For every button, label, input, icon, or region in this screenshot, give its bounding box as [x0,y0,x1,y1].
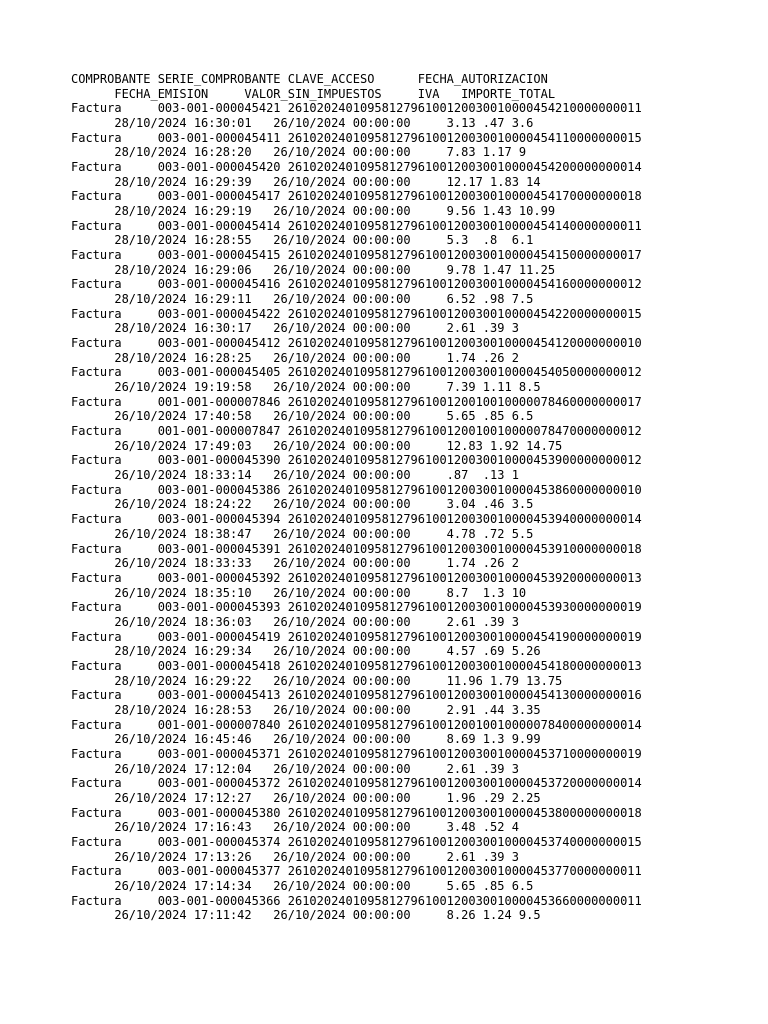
record-line-secondary: 26/10/2024 18:33:33 26/10/2024 00:00:00 1.74 .26 2 [71,556,519,571]
record [71,776,642,805]
record-line-primary: Factura 003-001-000045420 2610202401095812796100120030010000454200000000014 [71,160,642,175]
record-line-secondary: 28/10/2024 16:30:01 26/10/2024 00:00:00 3.13 .47 3.6 [71,116,534,131]
record-line-primary: Factura 003-001-000045374 2610202401095812796100120030010000453740000000015 [71,834,642,849]
record-line-secondary: 28/10/2024 16:29:06 26/10/2024 00:00:00 9.78 1.47 11.25 [71,262,556,277]
record-line-secondary: 26/10/2024 17:16:43 26/10/2024 00:00:00 3.48 .52 4 [71,820,519,835]
record [71,160,642,189]
record [71,101,642,130]
record-line-primary: Factura 003-001-000045412 2610202401095812796100120030010000454120000000010 [71,336,642,351]
record-line-primary: Factura 001-001-000007840 2610202401095812796100120010010000078400000000014 [71,717,642,732]
record-line-secondary: 28/10/2024 16:28:25 26/10/2024 00:00:00 1.74 .26 2 [71,350,519,365]
record-line-secondary: 26/10/2024 17:14:34 26/10/2024 00:00:00 5.65 .85 6.5 [71,878,534,893]
record-line-primary: Factura 003-001-000045418 2610202401095812796100120030010000454180000000013 [71,658,642,673]
record [71,395,642,424]
record-line-secondary: 26/10/2024 18:35:10 26/10/2024 00:00:00 8.7 1.3 10 [71,585,527,600]
record [71,571,642,600]
record-list [71,101,642,923]
record-line-secondary: 26/10/2024 19:19:58 26/10/2024 00:00:00 7.39 1.11 8.5 [71,380,541,395]
record [71,659,642,688]
record [71,424,642,453]
record-line-primary: Factura 003-001-000045371 2610202401095812796100120030010000453710000000019 [71,746,642,761]
record-line-primary: Factura 003-001-000045419 2610202401095812796100120030010000454190000000019 [71,629,642,644]
record-line-primary: Factura 003-001-000045393 2610202401095812796100120030010000453930000000019 [71,600,642,615]
record [71,307,642,336]
record-line-primary: Factura 003-001-000045391 2610202401095812796100120030010000453910000000018 [71,541,642,556]
record-line-primary: Factura 003-001-000045415 2610202401095812796100120030010000454150000000017 [71,248,642,263]
record [71,219,642,248]
record-line-secondary: 26/10/2024 17:11:42 26/10/2024 00:00:00 8.26 1.24 9.5 [71,908,541,923]
record [71,600,642,629]
record [71,248,642,277]
record-line-primary: Factura 003-001-000045422 2610202401095812796100120030010000454220000000015 [71,306,642,321]
record-line-secondary: 26/10/2024 17:40:58 26/10/2024 00:00:00 5.65 .85 6.5 [71,409,534,424]
record-line-secondary: 26/10/2024 17:13:26 26/10/2024 00:00:00 2.61 .39 3 [71,849,519,864]
record-line-primary: Factura 003-001-000045394 2610202401095812796100120030010000453940000000014 [71,512,642,527]
record [71,189,642,218]
record [71,747,642,776]
record-line-secondary: 26/10/2024 17:12:04 26/10/2024 00:00:00 2.61 .39 3 [71,761,519,776]
record-line-secondary: 26/10/2024 17:49:03 26/10/2024 00:00:00 12.83 1.92 14.75 [71,438,563,453]
record-line-secondary: 28/10/2024 16:29:39 26/10/2024 00:00:00 12.17 1.83 14 [71,174,541,189]
record-line-primary: Factura 001-001-000007846 2610202401095812796100120010010000078460000000017 [71,394,642,409]
record-line-secondary: 28/10/2024 16:28:53 26/10/2024 00:00:00 2.91 .44 3.35 [71,702,541,717]
record-line-secondary: 26/10/2024 18:33:14 26/10/2024 00:00:00 .87 .13 1 [71,468,519,483]
record-line-secondary: 26/10/2024 17:12:27 26/10/2024 00:00:00 1.96 .29 2.25 [71,790,541,805]
record-line-primary: Factura 003-001-000045405 2610202401095812796100120030010000454050000000012 [71,365,642,380]
record [71,718,642,747]
record [71,277,642,306]
record-line-secondary: 28/10/2024 16:29:19 26/10/2024 00:00:00 9.56 1.43 10.99 [71,204,556,219]
record-line-primary: Factura 003-001-000045413 2610202401095812796100120030010000454130000000016 [71,688,642,703]
record [71,688,642,717]
record [71,542,642,571]
record-line-primary: Factura 003-001-000045390 2610202401095812796100120030010000453900000000012 [71,453,642,468]
record-line-secondary: 28/10/2024 16:28:20 26/10/2024 00:00:00 7.83 1.17 9 [71,145,527,160]
record [71,453,642,482]
record-line-secondary: 28/10/2024 16:28:55 26/10/2024 00:00:00 5.3 .8 6.1 [71,233,534,248]
record-line-primary: Factura 003-001-000045411 2610202401095812796100120030010000454110000000015 [71,130,642,145]
record-line-secondary: 28/10/2024 16:29:22 26/10/2024 00:00:00 11.96 1.79 13.75 [71,673,563,688]
record [71,835,642,864]
record-line-primary: Factura 003-001-000045392 2610202401095812796100120030010000453920000000013 [71,570,642,585]
record [71,483,642,512]
record-line-secondary: 28/10/2024 16:29:34 26/10/2024 00:00:00 4.57 .69 5.26 [71,644,541,659]
record-line-primary: Factura 003-001-000045386 2610202401095812796100120030010000453860000000010 [71,482,642,497]
header-line-2: FECHA_EMISION VALOR_SIN_IMPUESTOS IVA IMPORTE_TOTAL [71,86,556,101]
record-line-primary: Factura 001-001-000007847 2610202401095812796100120010010000078470000000012 [71,424,642,439]
record-line-secondary: 26/10/2024 16:45:46 26/10/2024 00:00:00 8.69 1.3 9.99 [71,732,541,747]
record [71,630,642,659]
record-line-primary: Factura 003-001-000045372 2610202401095812796100120030010000453720000000014 [71,776,642,791]
record [71,806,642,835]
record-line-secondary: 28/10/2024 16:29:11 26/10/2024 00:00:00 6.52 .98 7.5 [71,292,534,307]
sql-output-report [71,72,642,923]
record-line-secondary: 26/10/2024 18:38:47 26/10/2024 00:00:00 4.78 .72 5.5 [71,526,534,541]
record-line-primary: Factura 003-001-000045421 2610202401095812796100120030010000454210000000011 [71,101,642,116]
record-line-primary: Factura 003-001-000045380 2610202401095812796100120030010000453800000000018 [71,805,642,820]
record-line-primary: Factura 003-001-000045416 2610202401095812796100120030010000454160000000012 [71,277,642,292]
record-line-primary: Factura 003-001-000045366 2610202401095812796100120030010000453660000000011 [71,893,642,908]
record-line-primary: Factura 003-001-000045414 2610202401095812796100120030010000454140000000011 [71,218,642,233]
record-line-secondary: 28/10/2024 16:30:17 26/10/2024 00:00:00 2.61 .39 3 [71,321,519,336]
record-line-primary: Factura 003-001-000045377 2610202401095812796100120030010000453770000000011 [71,864,642,879]
header-line-1: COMPROBANTE SERIE_COMPROBANTE CLAVE_ACCESO FECHA_AUTORIZACION [71,72,548,86]
record-line-secondary: 26/10/2024 18:36:03 26/10/2024 00:00:00 2.61 .39 3 [71,614,519,629]
record [71,131,642,160]
record-line-secondary: 26/10/2024 18:24:22 26/10/2024 00:00:00 3.04 .46 3.5 [71,497,534,512]
record [71,894,642,923]
record-line-primary: Factura 003-001-000045417 2610202401095812796100120030010000454170000000018 [71,189,642,204]
record [71,864,642,893]
record [71,336,642,365]
record [71,512,642,541]
record [71,365,642,394]
